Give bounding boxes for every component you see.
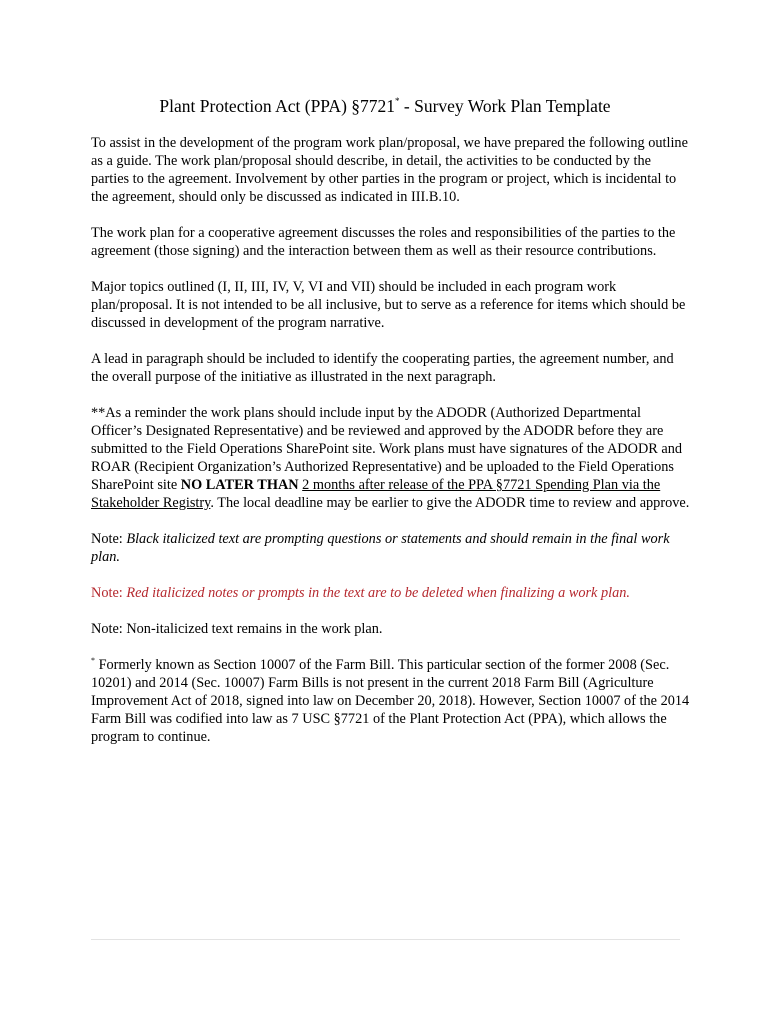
reminder-text: **As a reminder the work plans should include input by the ADODR (Authorized Departmental Officer’s Designated Representative) and be reviewed and approved by the ADODR before they are submitted to the Field Operations SharePoint site. Work plans must have signatures of the ADODR and ROAR (Recipient Organization’s Authorized Representative) and be uploaded to the Field Operations SharePoint site xyxy=(91,405,683,493)
note-red-italic xyxy=(91,584,691,602)
reminder-paragraph xyxy=(91,404,691,512)
note-plain: Note: Non-italicized text remains in the work plan. xyxy=(91,621,383,637)
deadline-emphasis: NO LATER THAN xyxy=(180,477,299,493)
roles-paragraph: The work plan for a cooperative agreement discusses the roles and responsibilities of the parties to the agreement (those signing) and the interaction between them as well as their resource contributions. xyxy=(91,225,676,259)
footnote-text: Formerly known as Section 10007 of the Farm Bill. This particular section of the former 2008 (Sec. 10201) and 2014 (Sec. 10007) Farm Bills is not present in the current 2018 Farm Bill (Agriculture Improvement Act of 2018, signed into law on December 20, 2018). However, Section 10007 of the 2014 Farm Bill was codified into law as 7 USC §7721 of the Plant Protection Act (PPA), which allows the program to continue. xyxy=(91,657,690,745)
footnote xyxy=(91,656,691,746)
note-black-italic xyxy=(91,530,691,566)
major-topics-paragraph: Major topics outlined (I, II, III, IV, V, VI and VII) should be included in each program work plan/proposal. It is not intended to be all inclusive, but to serve as a reference for items which should be discussed in development of the program narrative. xyxy=(91,279,686,331)
document-title xyxy=(0,94,770,118)
note-red-text: Red italicized notes or prompts in the text are to be deleted when finalizing a work plan. xyxy=(126,585,630,601)
footer-divider xyxy=(91,939,680,940)
document-body xyxy=(91,134,691,764)
note-red-prefix: Note: xyxy=(91,585,127,601)
lead-in-paragraph: A lead in paragraph should be included to identify the cooperating parties, the agreement number, and the overall purpose of the initiative as illustrated in the next paragraph. xyxy=(91,351,674,385)
title-rest: - Survey Work Plan Template xyxy=(399,96,611,116)
footnote-marker: * xyxy=(91,656,95,665)
note-prefix: Note: xyxy=(91,531,127,547)
title-main: Plant Protection Act (PPA) §7721 xyxy=(159,96,396,116)
intro-paragraph: To assist in the development of the program work plan/proposal, we have prepared the following outline as a guide. The work plan/proposal should describe, in detail, the activities to be conducted by the parties to the agreement. Involvement by other parties in the program or project, which is incidental to the agreement, should only be discussed as indicated in III.B.10. xyxy=(91,135,688,205)
deadline-underlined: 2 months after release of the PPA §7721 Spending Plan via the Stakeholder Registry xyxy=(91,477,661,511)
title-footnote-marker: * xyxy=(395,96,400,106)
reminder-text-end: . The local deadline may be earlier to give the ADODR time to review and approve. xyxy=(210,495,690,511)
note-black-text: Black italicized text are prompting questions or statements and should remain in the final work plan. xyxy=(91,531,670,565)
